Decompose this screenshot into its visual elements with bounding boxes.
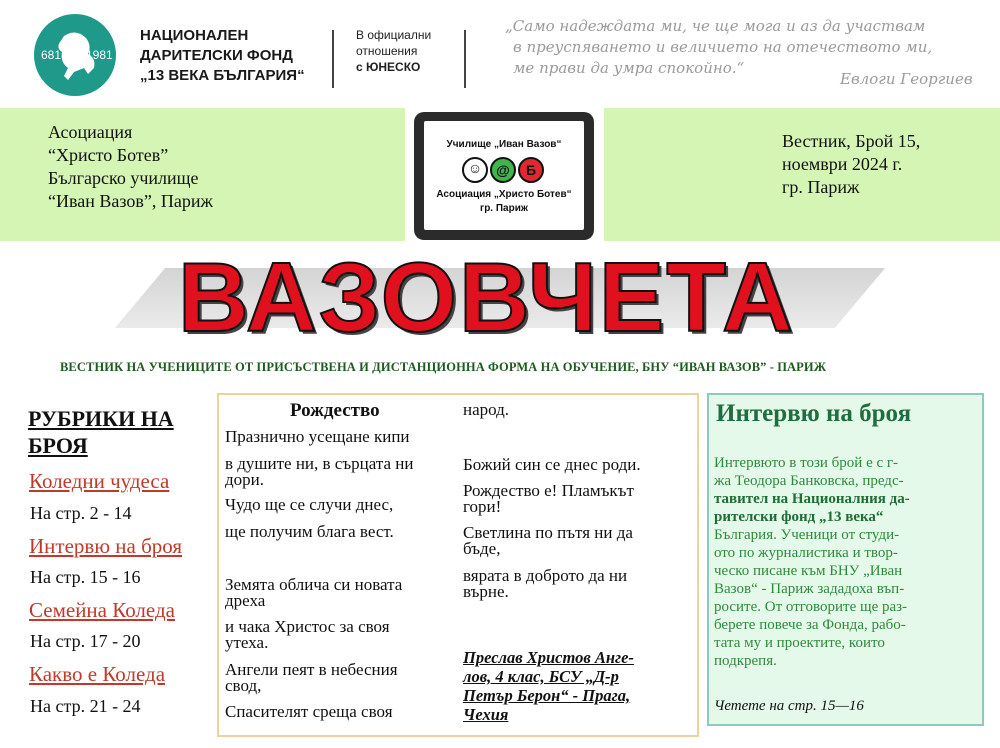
tablet-city: гр. Париж — [480, 203, 528, 214]
poem-line: и чака Христос за своя — [225, 617, 390, 636]
tablet-screen — [424, 121, 584, 230]
poem-line: Рождество е! Пламъкът — [463, 481, 634, 500]
poem-line: върне. — [463, 582, 509, 601]
rubric-pages: На стр. 17 - 20 — [30, 631, 141, 651]
poem-line: Божий син се днес роди. — [463, 455, 641, 474]
poem-line: дреха — [225, 591, 266, 610]
fund-logo — [34, 14, 116, 96]
header-divider-2 — [464, 30, 466, 88]
poem-line: утеха. — [225, 633, 269, 652]
poem-line: Празнично усещане кипи — [225, 427, 410, 446]
rubric-link-christmas-miracles[interactable]: Коледни чудеса — [29, 469, 170, 493]
interview-page-ref: Четете на стр. 15—16 — [714, 698, 864, 714]
poem-line: вярата в доброто да ни — [463, 566, 628, 585]
poem-line: Ангели пеят в небесния — [225, 660, 398, 679]
poem-line: гори! — [463, 497, 502, 516]
interview-text: Интервюто в този брой е с г- жа Теодора Банковска, предс- тавител на Националния да- рителски фонд „13 века“ България. Ученици от студи- ото по журналистика и твор- ческо писане към БНУ „Иван Вазов“ - Париж зададоха въп- росите. От отговорите ще раз- берете повече за Фонда, рабо- тата му и проектите, които подкрепя. — [714, 455, 910, 669]
header-divider-1 — [332, 30, 334, 88]
poem-line: свод, — [225, 676, 262, 695]
header-quote: „Само надеждата ми, че ще мога и аз да участвам в преуспяването и величието на отечеството ми, ме прави да умра спокойно.“ — [505, 17, 933, 77]
poem-author: Преслав Христов Анге- лов, 4 клас, БСУ „Д-р Петър Берон“ - Прага, Чехия — [463, 648, 634, 724]
rubric-link-what-is-christmas[interactable]: Какво е Коледа — [29, 662, 166, 686]
issue-info: Вестник, Брой 15, ноември 2024 г. гр. Париж — [782, 131, 921, 197]
quote-author: Евлоги Георгиев — [840, 70, 973, 88]
poem-line: Земята облича си новата — [225, 575, 403, 594]
rubric-pages: На стр. 15 - 16 — [30, 567, 141, 587]
fund-name: НАЦИОНАЛЕН ДАРИТЕЛСКИ ФОНД „13 ВЕКА БЪЛГАРИЯ“ — [140, 27, 305, 84]
tablet-school: Училище „Иван Вазов“ — [446, 139, 562, 150]
poem-line: бъде, — [463, 539, 501, 558]
poem-line: Спасителят среща своя — [225, 702, 393, 721]
poem-line: дори. — [225, 470, 264, 489]
rubrics-heading: РУБРИКИ НА БРОЯ — [28, 406, 174, 458]
poem-line: народ. — [463, 400, 510, 419]
interview-title: Интервю на броя — [716, 400, 912, 427]
at-sign-icon: @ — [490, 157, 516, 183]
poem-line: Чудо ще се случи днес, — [225, 495, 394, 514]
smiley-icon: ☺ — [462, 157, 488, 183]
poem-line: Светлина по пътя ни да — [463, 523, 633, 542]
poem-line: ще получим блага вест. — [225, 522, 394, 541]
logo-year-start: 681 — [41, 48, 62, 62]
association-info: Асоциация “Христо Ботев” Българско училище “Иван Вазов”, Париж — [48, 122, 213, 211]
newspaper-subtitle: ВЕСТНИК НА УЧЕНИЦИТЕ ОТ ПРИСЪСТВЕНА И ДИСТАНЦИОННА ФОРМА НА ОБУЧЕНИЕ, БНУ “ИВАН ВАЗОВ” - ПАРИЖ — [60, 360, 827, 374]
logo-year-end: 1981 — [86, 48, 113, 62]
poem-title: Рождество — [290, 400, 380, 421]
rubric-pages: На стр. 2 - 14 — [30, 503, 132, 523]
rubric-link-family-christmas[interactable]: Семейна Коледа — [29, 598, 175, 622]
tablet-assoc: Асоциация „Христо Ботев“ — [436, 189, 572, 200]
rubric-link-interview[interactable]: Интервю на броя — [29, 534, 183, 558]
newspaper-title: ВАЗОВЧЕТА — [178, 242, 795, 352]
poem-line: в душите ни, в сърцата ни — [225, 454, 414, 473]
rubric-pages: На стр. 21 - 24 — [30, 696, 141, 716]
unesco-note: В официални отношения с ЮНЕСКО — [356, 28, 432, 74]
letter-b-icon: Б — [518, 157, 544, 183]
